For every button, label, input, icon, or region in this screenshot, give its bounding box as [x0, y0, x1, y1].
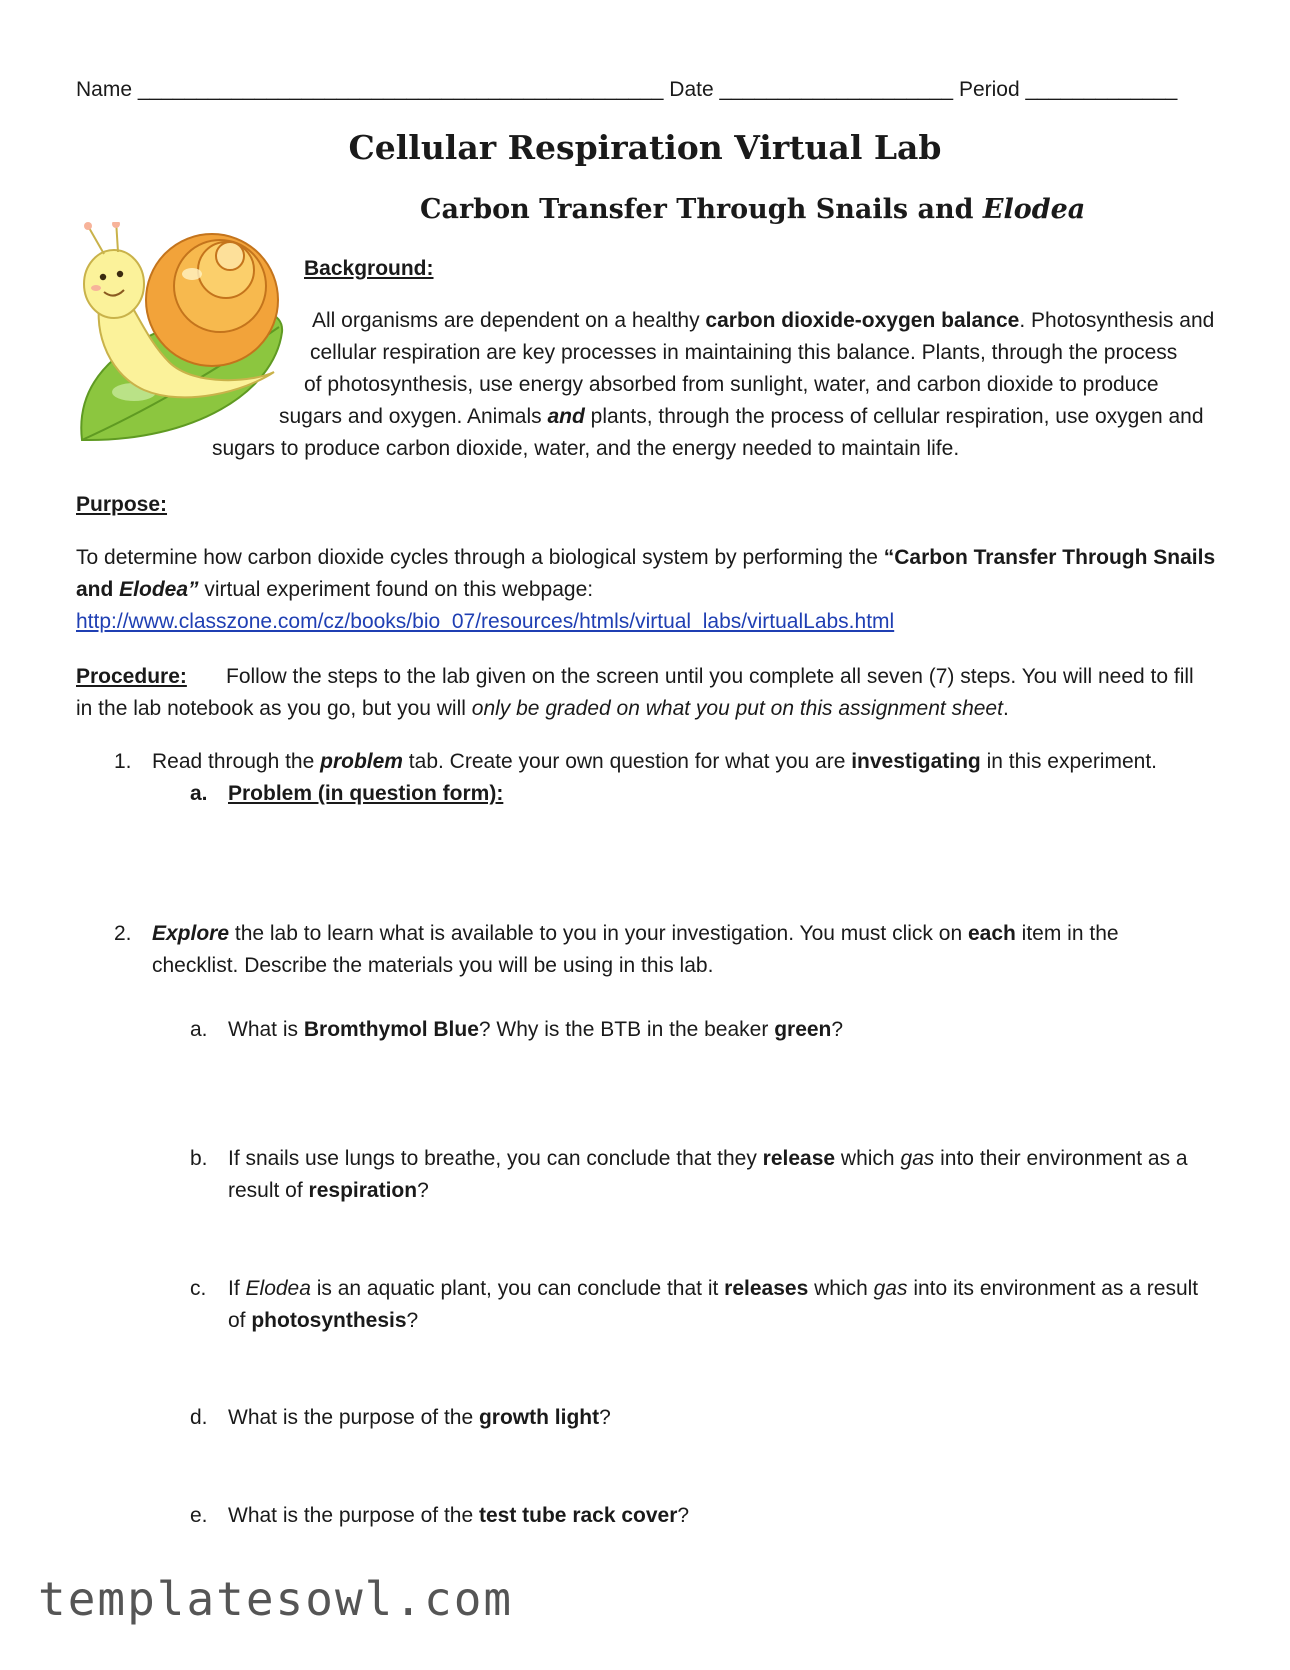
subtitle-italic: Elodea	[982, 194, 1086, 225]
procedure-text: in the lab notebook as you go, but you will	[76, 697, 472, 720]
procedure-line-2	[76, 693, 1009, 725]
qb-part: into their environment as a	[934, 1147, 1188, 1170]
q2-number: 2.	[114, 922, 132, 945]
header-line	[76, 74, 1177, 106]
qe-text	[228, 1500, 689, 1532]
bg-text: All organisms are dependent on a healthy	[312, 309, 706, 332]
q1a-text: Problem (in question form):	[228, 782, 504, 805]
procedure-heading: Procedure:	[76, 665, 187, 688]
qc-part: which	[808, 1277, 874, 1300]
qc-bold: photosynthesis	[251, 1309, 407, 1332]
subtitle-prefix: Carbon Transfer Through Snails and	[420, 194, 983, 225]
q2-bold: each	[967, 922, 1016, 945]
qd-bold: growth light	[478, 1406, 600, 1429]
period-field[interactable]: _____________	[1025, 78, 1178, 101]
purpose-text: To determine how carbon dioxide cycles through a biological system by performing the	[76, 546, 884, 569]
period-label: Period	[958, 78, 1020, 101]
procedure-text-1: Follow the steps to the lab given on the screen until you complete all seven (7) steps. You will need to fill	[226, 665, 1194, 688]
q2-line-2: checklist. Describe the materials you will be using in this lab.	[152, 954, 714, 977]
lab-link[interactable]: http://www.classzone.com/cz/books/bio_07/resources/htmls/virtual_labs/virtualLabs.html	[76, 610, 895, 633]
qb-line-2	[228, 1175, 429, 1207]
q1a-letter	[190, 778, 208, 810]
date-label: Date	[669, 78, 714, 101]
background-line-3: of photosynthesis, use energy absorbed from sunlight, water, and carbon dioxide to produce	[304, 373, 1159, 396]
qb-part: ?	[417, 1179, 429, 1202]
qe-part: ?	[677, 1504, 690, 1527]
qd-letter: d.	[190, 1406, 208, 1429]
qb-part: result of	[228, 1179, 309, 1202]
qb-bold: respiration	[308, 1179, 418, 1202]
qa-bold: green	[774, 1018, 832, 1041]
qd-part: ?	[599, 1406, 611, 1429]
q2-line-1	[152, 918, 1119, 950]
qa-part: ? Why is the BTB in the beaker	[478, 1018, 775, 1041]
bg-bold-italic: and	[547, 405, 585, 428]
procedure-line-1	[76, 661, 187, 693]
qc-part: is an aquatic plant, you can conclude that it	[310, 1277, 725, 1300]
background-line-4	[279, 401, 1204, 433]
procedure-text: .	[1002, 697, 1009, 720]
bg-bold: carbon dioxide-oxygen balance	[705, 309, 1020, 332]
qa-bold: Bromthymol Blue	[303, 1018, 479, 1041]
qb-italic: gas	[900, 1147, 935, 1170]
q1-part: tab. Create your own question for what you are	[402, 750, 852, 773]
purpose-line-2	[76, 574, 593, 606]
procedure-italic: only be graded on what you put on this assignment sheet	[471, 697, 1003, 720]
qe-bold: test tube rack cover	[478, 1504, 678, 1527]
qa-letter: a.	[190, 1018, 208, 1041]
q1a-letter-text: a.	[190, 782, 208, 805]
qc-italic: gas	[873, 1277, 908, 1300]
qc-part: ?	[406, 1309, 419, 1332]
q1-number: 1.	[114, 750, 132, 773]
qc-letter: c.	[190, 1277, 207, 1300]
date-field[interactable]: ____________________	[719, 78, 954, 101]
background-line-1	[312, 305, 1214, 337]
q1-bold: investigating	[851, 750, 981, 773]
q2-bold-italic: Explore	[152, 922, 230, 945]
qb-bold: release	[762, 1147, 836, 1170]
page-subtitle	[420, 194, 1085, 225]
qc-line-1	[228, 1273, 1198, 1305]
page-title: Cellular Respiration Virtual Lab	[348, 128, 942, 167]
background-line-2: cellular respiration are key processes in maintaining this balance. Plants, through the process	[310, 341, 1178, 364]
purpose-bold: and	[76, 578, 120, 601]
q1-part: Read through the	[152, 750, 321, 773]
purpose-heading: Purpose:	[76, 493, 168, 516]
purpose-text: virtual experiment found on this webpage:	[198, 578, 594, 601]
snail-illustration	[74, 222, 294, 452]
qc-part: into its environment as a result	[907, 1277, 1199, 1300]
bg-text: . Photosynthesis and	[1019, 309, 1215, 332]
purpose-line-1	[76, 542, 1215, 574]
bg-text: plants, through the process of cellular respiration, use oxygen and	[584, 405, 1204, 428]
q1-text	[152, 746, 1157, 778]
background-heading: Background:	[304, 257, 434, 280]
purpose-bold: “Carbon Transfer Through Snails	[883, 546, 1216, 569]
name-field[interactable]: _____________________________________________	[137, 78, 664, 101]
qa-part: What is	[228, 1018, 304, 1041]
q1-part: in this experiment.	[980, 750, 1157, 773]
qc-line-2	[228, 1305, 418, 1337]
q2-part: the lab to learn what is available to you in your investigation. You must click on	[229, 922, 968, 945]
qa-part: ?	[831, 1018, 844, 1041]
qc-part: of	[228, 1309, 252, 1332]
qb-line-1	[228, 1143, 1188, 1175]
qb-part: which	[835, 1147, 901, 1170]
qb-part: If snails use lungs to breathe, you can conclude that they	[228, 1147, 763, 1170]
qc-italic: Elodea	[245, 1277, 311, 1300]
qc-bold: releases	[724, 1277, 809, 1300]
background-line-5: sugars to produce carbon dioxide, water, and the energy needed to maintain life.	[212, 437, 960, 460]
qe-part: What is the purpose of the	[228, 1504, 479, 1527]
purpose-bold-italic: Elodea”	[119, 578, 199, 601]
qe-letter: e.	[190, 1504, 208, 1527]
qc-part: If	[228, 1277, 246, 1300]
name-label: Name	[76, 78, 133, 101]
qd-part: What is the purpose of the	[228, 1406, 479, 1429]
qa-text	[228, 1014, 843, 1046]
qb-letter: b.	[190, 1147, 208, 1170]
qd-text	[228, 1402, 611, 1434]
q1-bold-italic: problem	[320, 750, 403, 773]
bg-text: sugars and oxygen. Animals	[279, 405, 548, 428]
q2-part: item in the	[1015, 922, 1119, 945]
watermark: templatesowl.com	[38, 1572, 514, 1626]
